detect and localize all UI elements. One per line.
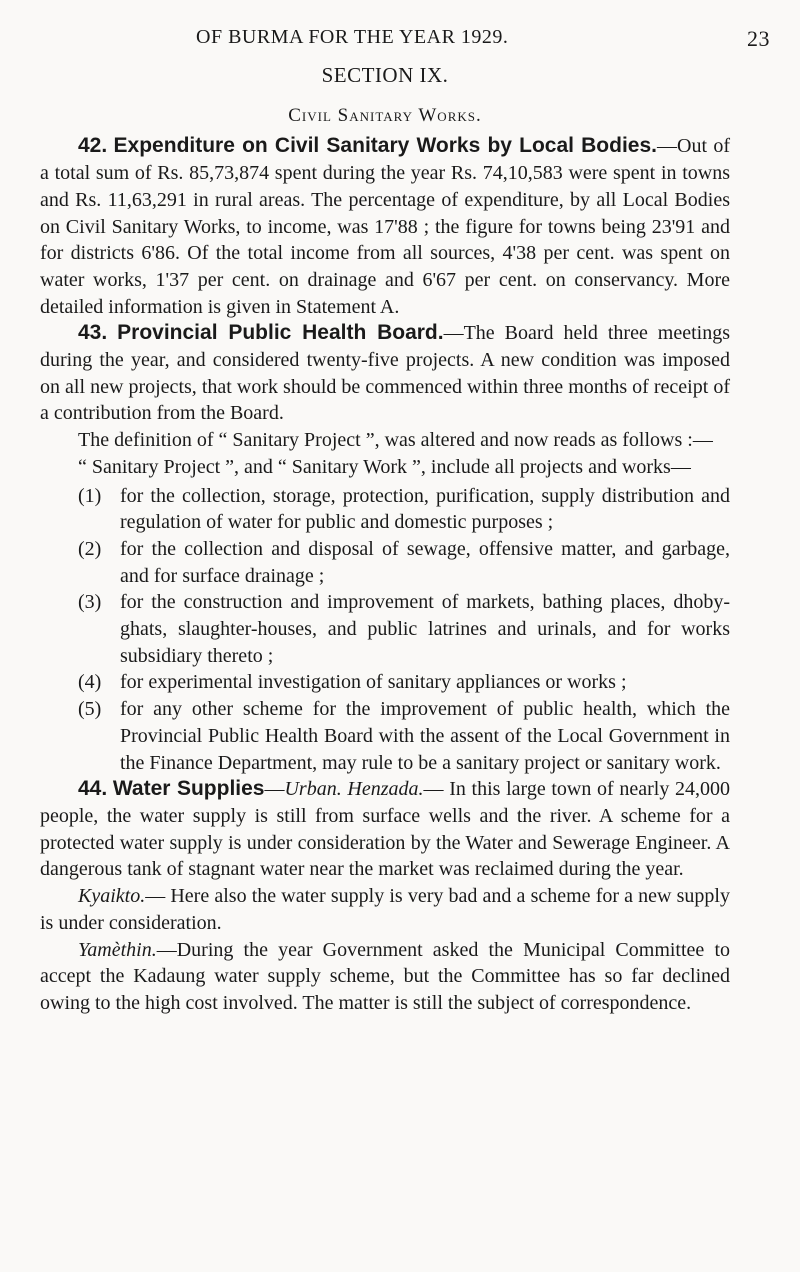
list-item-number: (5) [78,698,102,721]
henzada-text: — In this large town of nearly 24,000 people, the water supply is still from surface wells and the river. A scheme for a protected water supply is under consideration by the Water and Sewerage Engineer. A dangerous tank of stagnant water near the market was reclaimed during the year. [40,778,731,881]
page-number: 23 [747,26,770,51]
section-subtitle: Civil Sanitary Works. [288,104,482,126]
kyaikto-label: Kyaikto. [78,885,146,908]
para-42-heading: Expenditure on Civil Sanitary Works by Local Bodies. [113,134,657,158]
definition-list [40,483,730,777]
running-title: OF BURMA FOR THE YEAR 1929. [196,26,509,48]
list-item-number: (3) [78,591,102,614]
para-44-dash: — [264,778,285,801]
kyaikto-text: — Here also the water supply is very bad and a scheme for a new supply is under consideration. [40,885,730,934]
list-item [40,589,730,669]
para-42-text: —Out of a total sum of Rs. 85,73,874 spent during the year Rs. 74,10,583 were spent in towns and Rs. 11,63,291 in rural areas. The percentage of expenditure, by all Local Bodies on Civil Sanitary Works, to income, was 17'88 ; the figure for towns being 23'91 and for districts 6'86. Of the total income from all sources, 4'38 per cent. was spent on water works, 1'37 per cent. on drainage and 6'67 per cent. on conservancy. More detailed information is given in Statement A. [40,135,730,318]
body-text [40,62,730,1017]
list-item-text: for the collection, storage, protection, purification, supply distribution and regulation of water for public and domestic purposes ; [120,484,730,534]
list-item [40,669,730,696]
paragraph-43 [40,320,730,427]
para-43-heading: Provincial Public Health Board. [117,321,444,345]
para-43-number: 43. [78,321,108,345]
urban-label: Urban. [284,778,342,801]
para-44-number: 44. [78,777,108,801]
list-item-text: for the collection and disposal of sewage, offensive matter, and garbage, and for surface drainage ; [120,537,730,587]
list-item-number: (1) [78,484,102,507]
paragraph-yamethin [40,937,730,1017]
yamethin-label: Yamèthin. [78,938,157,961]
list-item [40,536,730,589]
paragraph-42 [40,133,730,320]
paragraph-44 [40,776,730,883]
section-title: SECTION IX. [321,63,449,87]
list-item-text: for the construction and improvement of markets, bathing places, dhoby-ghats, slaughter-houses, and public latrines and urinals, and for works subsidiary thereto ; [120,591,730,667]
list-item-number: (4) [78,671,102,694]
list-item-text: for any other scheme for the improvement of public health, which the Provincial Public Health Board with the assent of the Local Government in the Finance Department, may rule to be a sanitary project or sanitary work. [120,698,730,774]
running-head [196,26,770,56]
paragraph-kyaikto [40,883,730,936]
yamethin-text: —During the year Government asked the Municipal Committee to accept the Kadaung water supply scheme, but the Committee has so far declined owing to the high cost involved. The matter is still the subject of correspondence. [40,938,730,1014]
list-item-text: for experimental investigation of sanitary appliances or works ; [120,671,627,694]
list-item [40,483,730,536]
henzada-label: Henzada. [347,778,424,801]
list-item-number: (2) [78,537,102,560]
para-42-number: 42. [78,134,108,158]
para-44-heading: Water Supplies [112,777,265,801]
para-43-text: —The Board held three meetings during the year, and considered twenty-five projects. A new condition was imposed on all new projects, that work should be commenced within three months of receipt of a contribution from the Board. [40,322,730,425]
definition-text: “ Sanitary Project ”, and “ Sanitary Work ”, include all projects and works— [78,455,691,478]
definition-intro: The definition of “ Sanitary Project ”, was altered and now reads as follows :— [78,429,713,452]
list-item [40,696,730,776]
